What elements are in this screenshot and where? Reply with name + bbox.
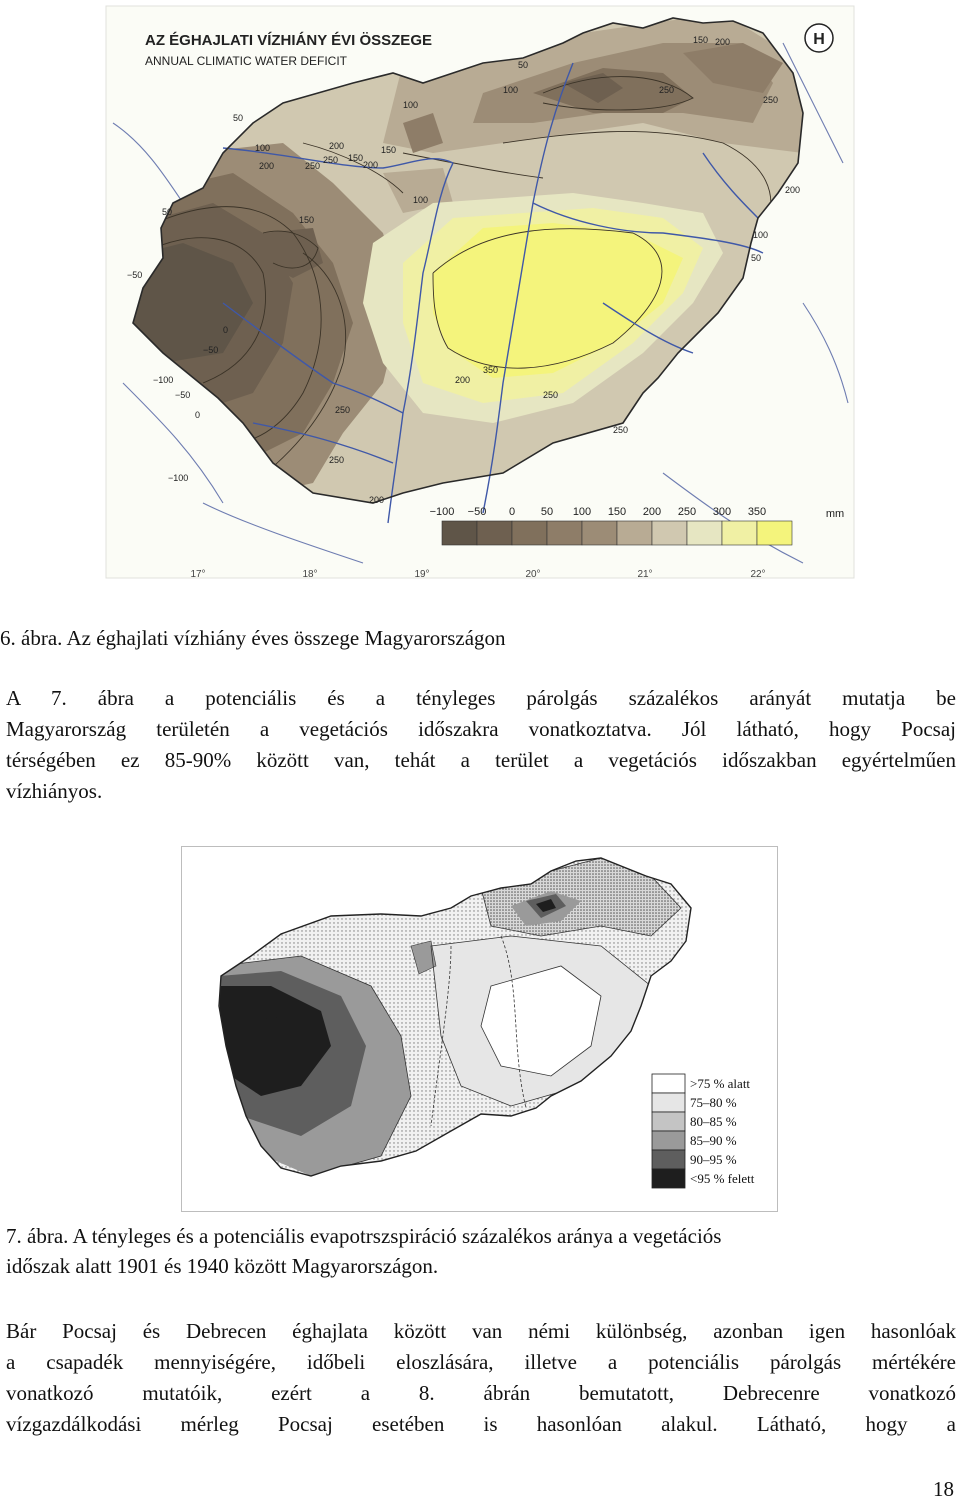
- paragraph-1-line: A 7. ábra a potenciális és a tényleges párolgás százalékos arányát mutatja be: [6, 686, 956, 710]
- badge-letter: H: [813, 31, 825, 48]
- legend-swatch: [477, 521, 512, 545]
- legend-swatch: [442, 521, 477, 545]
- contour-label: 200: [329, 141, 345, 151]
- contour-label: 200: [369, 495, 385, 505]
- longitude-label: 21°: [637, 569, 653, 580]
- contour-label: 50: [162, 207, 173, 217]
- contour-label: 150: [693, 35, 709, 45]
- country-badge: [805, 24, 833, 52]
- contour-label: 250: [323, 155, 339, 165]
- legend-swatch: [547, 521, 582, 545]
- contour-label: 150: [381, 145, 397, 155]
- figure-7-evapotranspiration-map: [181, 846, 778, 1212]
- contour-label: 100: [413, 195, 429, 205]
- paragraph-1-line: vízhiányos.: [6, 779, 103, 803]
- contour-label: 0: [223, 325, 229, 335]
- figure-6-water-deficit-map: [103, 3, 857, 581]
- legend-swatch: [652, 1169, 685, 1188]
- legend-swatch: [652, 1150, 685, 1169]
- legend-swatch: [617, 521, 652, 545]
- legend-swatch: [652, 1074, 685, 1093]
- contour-label: 100: [403, 100, 419, 110]
- map1-title-en: ANNUAL CLIMATIC WATER DEFICIT: [145, 54, 348, 68]
- paragraph-1-line: Magyarország területén a vegetációs időszakra vonatkoztatva. Jól látható, hogy Pocsaj: [6, 717, 956, 741]
- legend-label: 300: [712, 506, 732, 518]
- contour-label: 0: [195, 410, 201, 420]
- contour-label: −50: [203, 345, 219, 355]
- paragraph-2: [6, 1316, 956, 1440]
- legend-swatch: [512, 521, 547, 545]
- legend-label: 100: [572, 506, 592, 518]
- legend-label: −50: [467, 506, 487, 518]
- contour-label: 50: [233, 113, 244, 123]
- figure-7-caption: [6, 1221, 956, 1281]
- legend-label: 0: [508, 506, 516, 518]
- contour-label: 250: [543, 390, 559, 400]
- legend-label: 150: [607, 506, 627, 518]
- legend-swatch: [652, 521, 687, 545]
- map1-title-hu: AZ ÉGHAJLATI VÍZHIÁNY ÉVI ÖSSZEGE: [145, 32, 432, 49]
- legend-label: 75–80 %: [690, 1095, 737, 1110]
- contour-label: 350: [483, 365, 499, 375]
- contour-label: −50: [175, 390, 191, 400]
- legend-unit: mm: [825, 508, 845, 520]
- legend-swatch: [722, 521, 757, 545]
- longitude-label: 22°: [750, 569, 766, 580]
- contour-label: 50: [751, 253, 762, 263]
- figure-7-caption-line: időszak alatt 1901 és 1940 között Magyarországon.: [6, 1254, 439, 1278]
- contour-label: 250: [763, 95, 779, 105]
- paragraph-2-line: Bár Pocsaj és Debrecen éghajlata között van némi különbség, azonban igen hasonlóak: [6, 1319, 956, 1343]
- legend-label: 90–95 %: [690, 1152, 737, 1167]
- longitude-label: 19°: [414, 569, 430, 580]
- legend-swatch: [652, 1131, 685, 1150]
- contour-label: 200: [455, 375, 471, 385]
- legend-label: 80–85 %: [690, 1114, 737, 1129]
- longitude-label: 18°: [302, 569, 318, 580]
- contour-label: 250: [329, 455, 345, 465]
- contour-label: 150: [348, 153, 364, 163]
- paragraph-2-line: a csapadék mennyiségére, időbeli eloszlására, illetve a potenciális párolgás mértékére: [6, 1350, 956, 1374]
- legend-label: 350: [747, 506, 767, 518]
- legend-label: 85–90 %: [690, 1133, 737, 1148]
- contour-label: −100: [168, 473, 189, 483]
- legend-label: 200: [642, 506, 662, 518]
- contour-label: 200: [715, 37, 731, 47]
- longitude-label: 20°: [525, 569, 541, 580]
- longitude-label: 17°: [190, 569, 206, 580]
- contour-label: 100: [255, 143, 271, 153]
- contour-label: 200: [363, 160, 379, 170]
- legend-label: 50: [540, 506, 554, 518]
- contour-label: 50: [518, 60, 529, 70]
- figure-6-caption: 6. ábra. Az éghajlati vízhiány éves összege Magyarországon: [0, 626, 506, 650]
- paragraph-2-line: vonatkozó mutatóik, ezért a 8. ábrán bemutatott, Debrecenre vonatkozó: [6, 1381, 956, 1405]
- legend-swatch: [582, 521, 617, 545]
- contour-label: 150: [299, 215, 315, 225]
- contour-label: 200: [785, 185, 801, 195]
- legend-swatch: [687, 521, 722, 545]
- contour-label: 100: [753, 230, 769, 240]
- legend-label: >75 % alatt: [690, 1076, 751, 1091]
- contour-label: 100: [503, 85, 519, 95]
- contour-label: −100: [153, 375, 174, 385]
- legend-label: 250: [677, 506, 697, 518]
- paragraph-1-line: térségében ez 85-90% között van, tehát a terület a vegetációs időszakban egyértelműen: [6, 748, 956, 772]
- paragraph-1: [6, 683, 956, 807]
- legend-swatch: [652, 1093, 685, 1112]
- contour-label: 250: [659, 85, 675, 95]
- legend-label: <95 % felett: [690, 1171, 755, 1186]
- legend-label: −100: [429, 506, 455, 518]
- contour-label: 250: [305, 161, 321, 171]
- contour-label: −50: [127, 270, 143, 280]
- legend-swatch: [757, 521, 792, 545]
- contour-label: 250: [613, 425, 629, 435]
- contour-label: 250: [335, 405, 351, 415]
- figure-7-caption-line: 7. ábra. A tényleges és a potenciális evapotrszspiráció százalékos aránya a vegetációs: [6, 1224, 722, 1248]
- contour-label: 200: [259, 161, 275, 171]
- legend-swatch: [652, 1112, 685, 1131]
- page-number: 18: [933, 1477, 954, 1501]
- paragraph-2-line: vízgazdálkodási mérleg Pocsaj esetében is hasonlóan alakul. Látható, hogy a: [6, 1412, 956, 1436]
